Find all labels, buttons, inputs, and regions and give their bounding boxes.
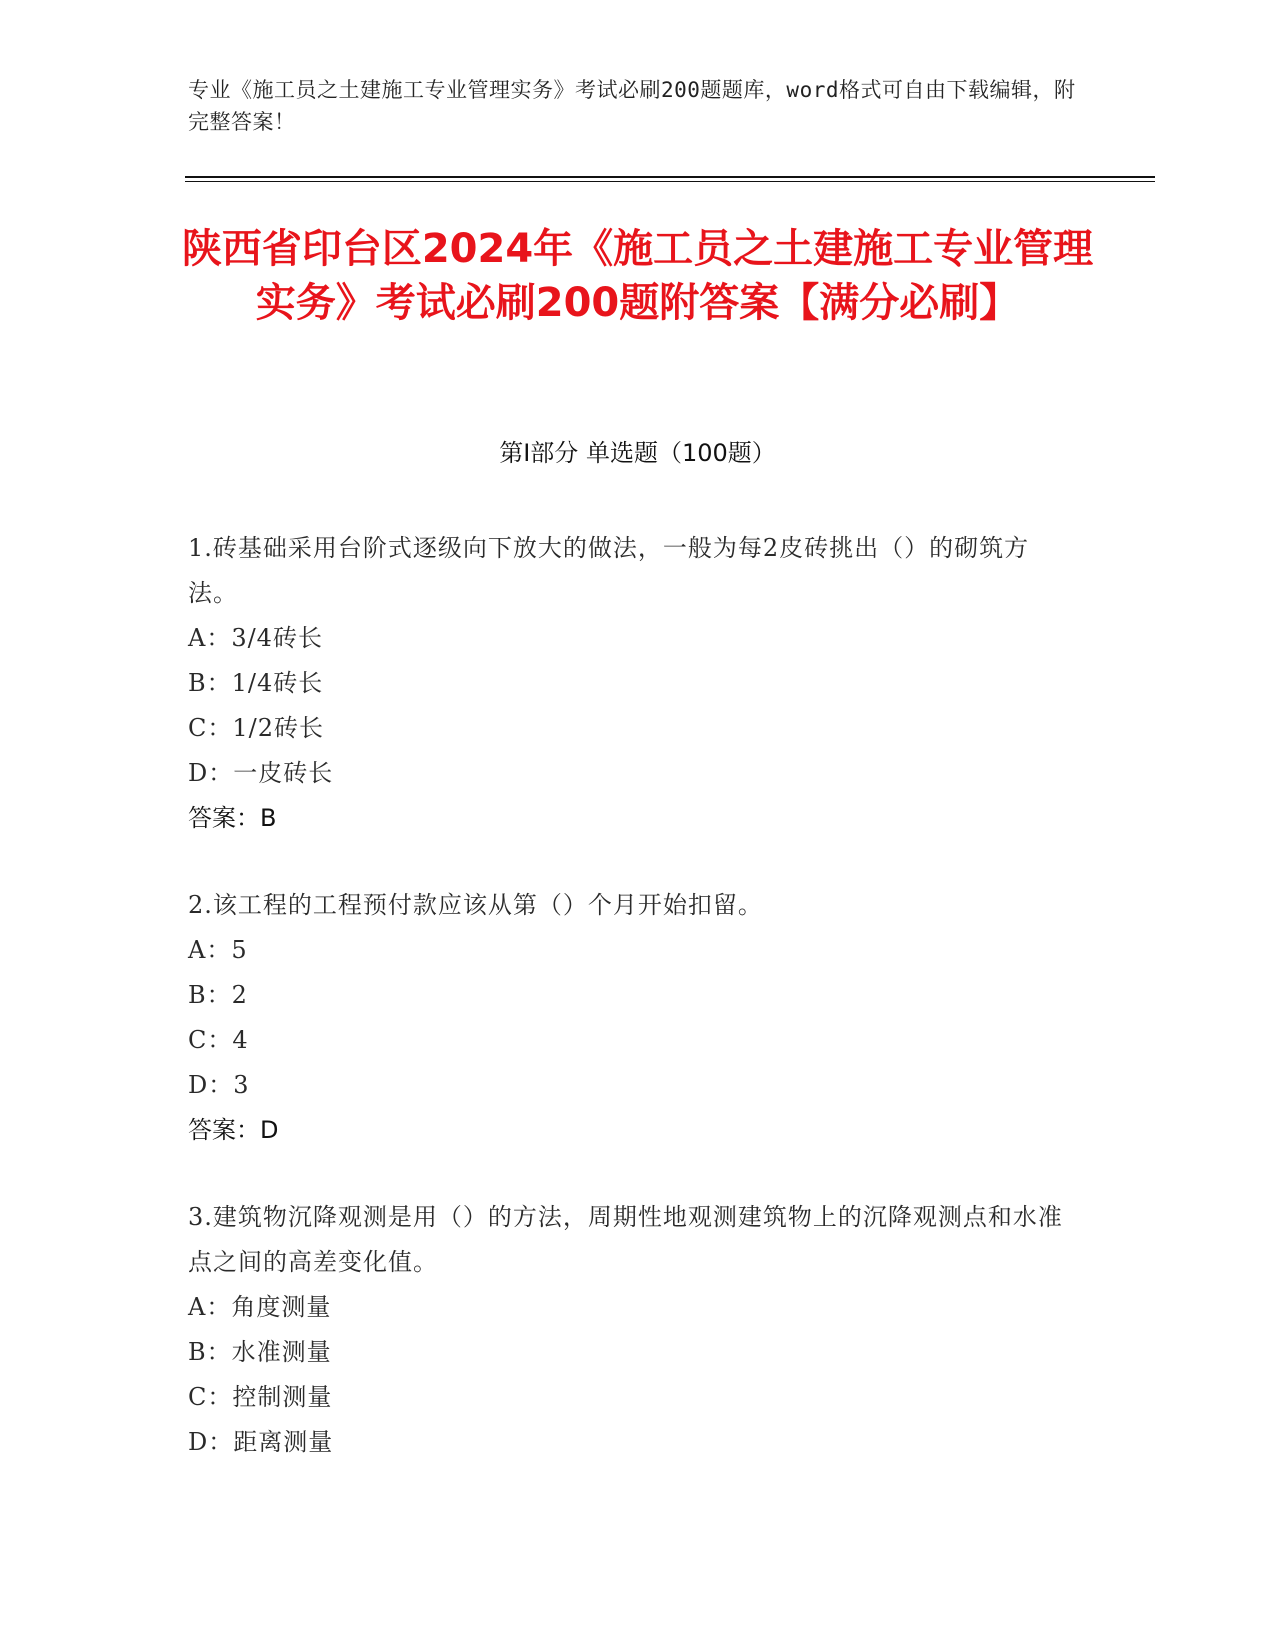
- option-b: B：水准测量: [188, 1338, 332, 1366]
- option-c: C：1/2砖长: [188, 714, 324, 742]
- option-a: A：3/4砖长: [188, 624, 323, 652]
- option-b: B：2: [188, 981, 248, 1009]
- option-c: C：4: [188, 1026, 249, 1054]
- question-stem: 1.砖基础采用台阶式逐级向下放大的做法，一般为每2皮砖挑出（）的砌筑方法。: [188, 534, 1030, 607]
- document-title: 陕西省印台区2024年《施工员之土建施工专业管理实务》考试必刷200题附答案【满分必刷】: [181, 226, 1094, 326]
- question-item: [188, 526, 1068, 841]
- option-b: B：1/4砖长: [188, 669, 324, 697]
- option-a: A：5: [188, 936, 248, 964]
- question-answer: 答案：D: [188, 1116, 279, 1144]
- section-heading: 第Ⅰ部分 单选题（100题）: [499, 439, 776, 467]
- option-c: C：控制测量: [188, 1383, 333, 1411]
- question-item: [188, 1195, 1068, 1465]
- question-answer: 答案：B: [188, 804, 277, 832]
- question-item: [188, 883, 1068, 1153]
- question-stem: 3.建筑物沉降观测是用（）的方法，周期性地观测建筑物上的沉降观测点和水准点之间的高差变化值。: [188, 1203, 1063, 1276]
- header-divider-thin: [185, 181, 1155, 182]
- header-note: 专业《施工员之土建施工专业管理实务》考试必刷200题题库，word格式可自由下载编辑，附完整答案！: [188, 78, 1076, 134]
- option-d: D：3: [188, 1071, 250, 1099]
- question-list: [188, 526, 1068, 1507]
- question-stem: 2.该工程的工程预付款应该从第（）个月开始扣留。: [188, 891, 763, 919]
- option-a: A：角度测量: [188, 1293, 332, 1321]
- option-d: D：一皮砖长: [188, 759, 334, 787]
- option-d: D：距离测量: [188, 1428, 334, 1456]
- header-divider-thick: [185, 176, 1155, 178]
